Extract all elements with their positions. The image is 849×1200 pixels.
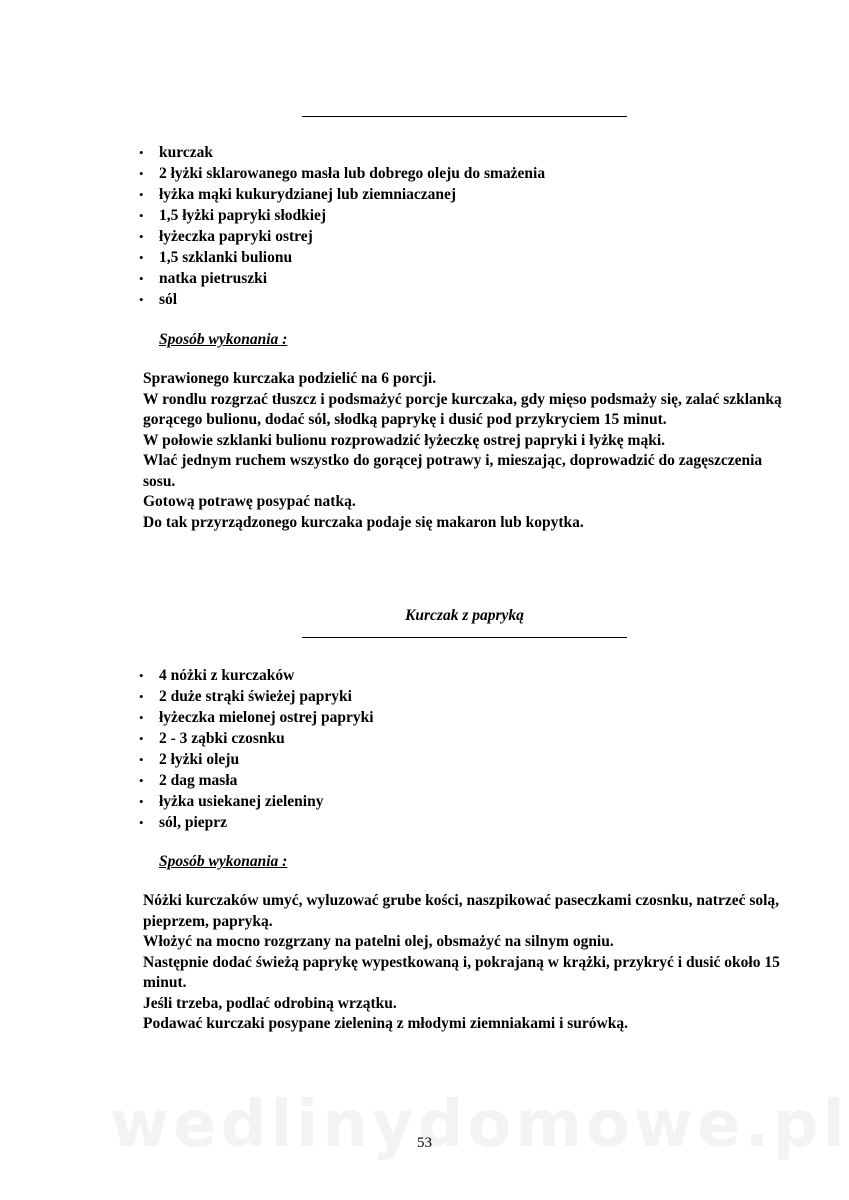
list-item xyxy=(139,812,374,833)
step-paragraph: Wlać jednym ruchem wszystko do gorącej potrawy i, mieszając, doprowadzić do zagęszczenia sosu. xyxy=(143,452,763,490)
bullet-icon: • xyxy=(139,731,144,746)
step-paragraph: Sprawionego kurczaka podzielić na 6 porcji. xyxy=(143,370,437,387)
ingredient-text: 1,5 szklanki bulionu xyxy=(159,249,293,266)
ingredient-text: sól, pieprz xyxy=(159,814,228,831)
step-paragraph: Nóżki kurczaków umyć, wyluzować grube kości, naszpikować paseczkami czosnku, natrzeć solą, pieprzem, papryką. xyxy=(143,892,780,930)
step-paragraph: Jeśli trzeba, podlać odrobiną wrzątku. xyxy=(143,994,397,1012)
list-item xyxy=(139,205,545,226)
bullet-icon: • xyxy=(139,815,144,830)
list-item xyxy=(139,247,545,268)
bullet-icon: • xyxy=(139,250,144,265)
list-item xyxy=(139,791,374,812)
list-item xyxy=(139,289,545,310)
method-heading-1: Sposób wykonania : xyxy=(159,331,288,348)
top-divider xyxy=(302,116,627,117)
list-item xyxy=(139,749,374,770)
bullet-icon: • xyxy=(139,229,144,244)
bullet-icon: • xyxy=(139,271,144,286)
list-item xyxy=(139,728,374,749)
bullet-icon: • xyxy=(139,689,144,704)
method-heading-2: Sposób wykonania : xyxy=(159,853,288,870)
recipe-title: Kurczak z papryką xyxy=(405,607,524,624)
method-steps-1 xyxy=(143,369,793,533)
list-item xyxy=(139,268,545,289)
step-paragraph: Włożyć na mocno rozgrzany na patelni olej, obsmażyć na silnym ogniu. xyxy=(143,933,614,950)
ingredient-list-1 xyxy=(139,142,545,310)
list-item xyxy=(139,707,374,728)
bullet-icon: • xyxy=(139,145,144,160)
ingredient-text: kurczak xyxy=(159,144,213,161)
list-item xyxy=(139,686,374,707)
page-number: 53 xyxy=(417,1135,432,1151)
ingredient-text: 2 - 3 ząbki czosnku xyxy=(159,730,285,747)
ingredient-text: 4 nóżki z kurczaków xyxy=(159,667,295,684)
bullet-icon: • xyxy=(139,710,144,725)
list-item xyxy=(139,142,545,163)
ingredient-text: łyżka mąki kukurydzianej lub ziemniaczanej xyxy=(159,186,457,203)
bullet-icon: • xyxy=(139,668,144,683)
list-item xyxy=(139,226,545,247)
ingredient-text: sól xyxy=(159,291,178,308)
ingredient-text: 2 duże strąki świeżej papryki xyxy=(159,688,352,705)
bullet-icon: • xyxy=(139,773,144,788)
ingredient-text: 2 dag masła xyxy=(159,772,238,789)
ingredient-text: łyżeczka papryki ostrej xyxy=(159,228,313,245)
bullet-icon: • xyxy=(139,208,144,223)
step-paragraph: W połowie szklanki bulionu rozprowadzić łyżeczkę ostrej papryki i łyżkę mąki. xyxy=(143,431,665,449)
ingredient-text: 1,5 łyżki papryki słodkiej xyxy=(159,207,327,224)
step-paragraph: Do tak przyrządzonego kurczaka podaje się makaron lub kopytka. xyxy=(143,513,584,531)
list-item xyxy=(139,770,374,791)
ingredient-text: 2 łyżki sklarowanego masła lub dobrego oleju do smażenia xyxy=(159,165,546,182)
step-paragraph: Podawać kurczaki posypane zieleniną z młodymi ziemniakami i surówką. xyxy=(143,1015,628,1032)
bullet-icon: • xyxy=(139,187,144,202)
ingredient-text: łyżka usiekanej zieleniny xyxy=(159,793,324,810)
ingredient-list-2 xyxy=(139,665,374,833)
bullet-icon: • xyxy=(139,752,144,767)
bullet-icon: • xyxy=(139,292,144,307)
method-steps-2 xyxy=(143,891,793,1035)
list-item xyxy=(139,665,374,686)
ingredient-text: 2 łyżki oleju xyxy=(159,751,240,768)
step-paragraph: Gotową potrawę posypać natką. xyxy=(143,493,356,510)
bullet-icon: • xyxy=(139,166,144,181)
bullet-icon: • xyxy=(139,794,144,809)
list-item xyxy=(139,184,545,205)
ingredient-text: łyżeczka mielonej ostrej papryki xyxy=(159,709,374,726)
step-paragraph: W rondlu rozgrzać tłuszcz i podsmażyć porcje kurczaka, gdy mięso podsmaży się, zalać szklanką gorącego bulionu, dodać sól, słodką paprykę i dusić pod przykryciem 15 minut. xyxy=(143,390,782,428)
title-divider xyxy=(302,637,627,638)
list-item xyxy=(139,163,545,184)
step-paragraph: Następnie dodać świeżą paprykę wypestkowaną i, pokrajaną w krążki, przykryć i dusić około 15 minut. xyxy=(143,953,780,991)
ingredient-text: natka pietruszki xyxy=(159,270,268,287)
